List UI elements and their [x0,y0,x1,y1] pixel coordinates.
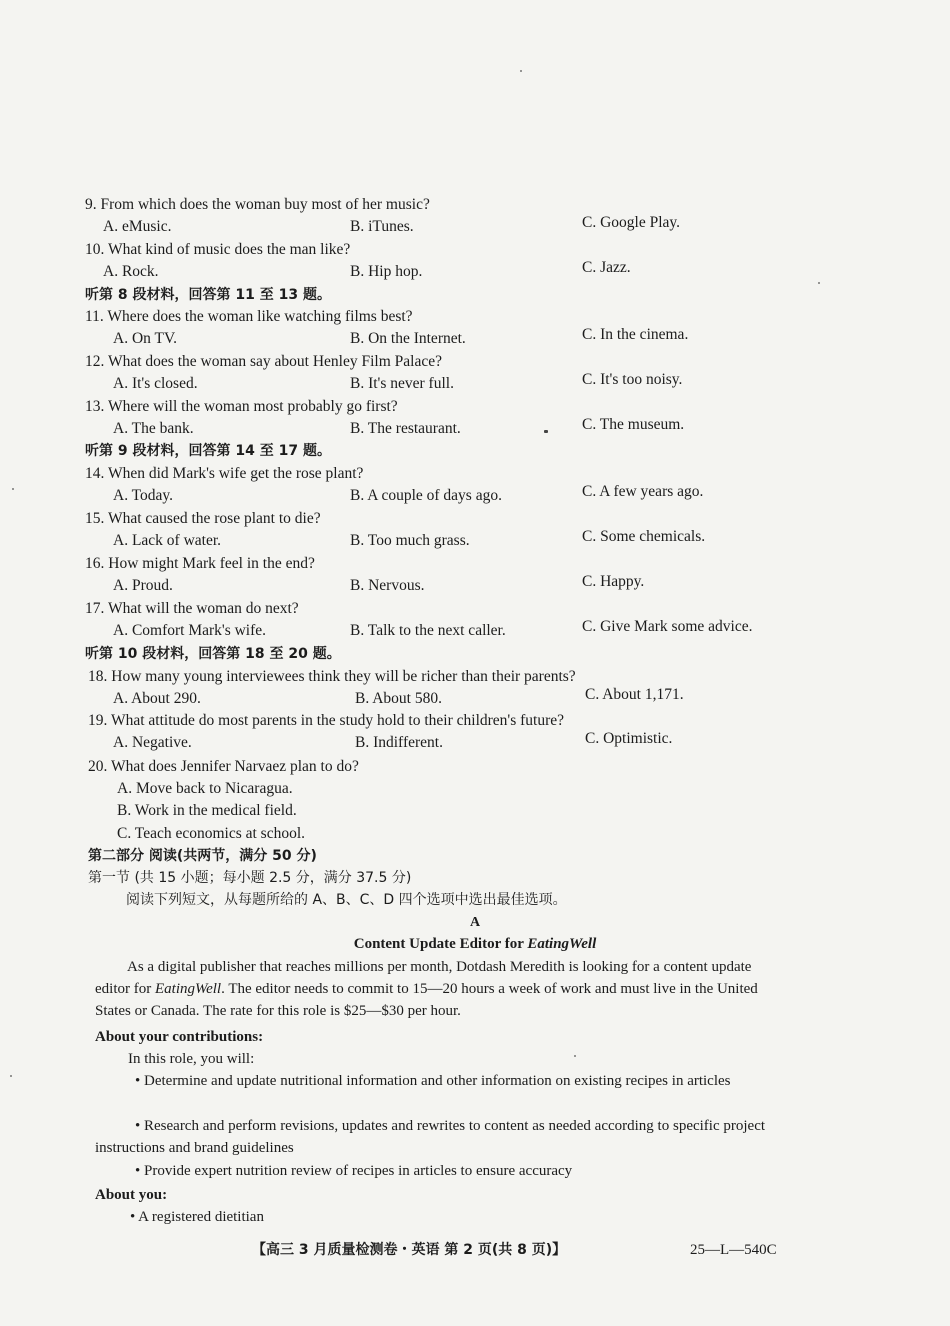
question-stem: 10. What kind of music does the man like? [85,241,351,258]
passage-title [0,934,950,954]
question-option-c: C. About 1,171. [585,686,684,703]
question-option-b: B. Nervous. [350,577,425,594]
scan-speck [544,430,548,433]
passage-title-prefix: Content Update Editor for [353,936,528,952]
question-option-a: A. On TV. [113,330,178,347]
paragraph-1-part-a: As a digital publisher that reaches millions per month, Dotdash Meredith is looking for a content update editor for [95,959,752,997]
contribution-bullet-1: • Determine and update nutritional information and other information on existing recipes in articles [135,1073,731,1089]
question-option-a: A. Comfort Mark's wife. [113,622,267,639]
question-option-b: B. Hip hop. [350,263,423,280]
part2-instruction: 阅读下列短文，从每题所给的 A、B、C、D 四个选项中选出最佳选项。 [126,892,567,908]
question-option-c: C. Some chemicals. [582,528,706,545]
question-option-c: C. A few years ago. [582,483,704,500]
question-option-c: C. The museum. [582,416,685,433]
question-20-option-b: B. Work in the medical field. [117,802,297,819]
page-footer-label: 【高三 3 月质量检测卷・英语 第 2 页(共 8 页)】 [252,1242,567,1258]
passage-paragraph-1 [95,956,790,1022]
question-20-option-a: A. Move back to Nicaragua. [117,780,293,797]
question-option-b: B. About 580. [355,690,442,707]
contribution-bullet-3: • Provide expert nutrition review of recipes in articles to ensure accuracy [135,1163,573,1179]
listening-header-10: 听第 10 段材料，回答第 18 至 20 题。 [85,646,341,662]
question-option-b: B. The restaurant. [350,420,461,437]
question-option-b: B. Too much grass. [350,532,470,549]
question-stem: 17. What will the woman do next? [85,600,299,617]
question-option-b: B. iTunes. [350,218,414,235]
passage-letter: A [469,915,481,930]
question-option-c: C. Happy. [582,573,645,590]
question-20-stem: 20. What does Jennifer Narvaez plan to do? [88,758,359,775]
contributions-intro: In this role, you will: [128,1051,255,1067]
paragraph-1-part-b: . The editor needs to commit to 15—20 hours a week of work and must live in the United States or Canada. The rate for this role is $25—$30 per hour. [95,981,758,1019]
question-option-c: C. Optimistic. [585,730,673,747]
question-option-c: C. It's too noisy. [582,371,683,388]
question-option-b: B. A couple of days ago. [350,487,502,504]
question-stem: 14. When did Mark's wife get the rose plant? [85,465,364,482]
question-stem: 18. How many young interviewees think they will be richer than their parents? [88,668,576,685]
question-option-a: A. Negative. [113,734,192,751]
question-option-c: C. Give Mark some advice. [582,618,753,635]
question-option-a: A. The bank. [113,420,194,437]
scan-speck [10,1075,12,1077]
question-option-a: A. eMusic. [103,218,172,235]
about-you-heading: About you: [95,1187,168,1203]
scan-speck [574,1055,576,1057]
question-stem: 13. Where will the woman most probably go first? [85,398,398,415]
question-option-a: A. It's closed. [113,375,198,392]
scan-speck [520,70,522,72]
part2-title: 第二部分 阅读(共两节，满分 50 分) [88,848,317,864]
scan-speck [12,488,14,490]
question-option-b: B. It's never full. [350,375,454,392]
question-option-a: A. Rock. [103,263,159,280]
page-footer-code: 25—L—540C [690,1242,777,1258]
question-stem: 11. Where does the woman like watching films best? [85,308,413,325]
question-stem: 16. How might Mark feel in the end? [85,555,315,572]
question-option-a: A. Lack of water. [113,532,222,549]
question-option-c: C. Google Play. [582,214,681,231]
question-stem: 12. What does the woman say about Henley Film Palace? [85,353,442,370]
listening-header-8: 听第 8 段材料，回答第 11 至 13 题。 [85,287,331,303]
scan-speck [818,282,820,284]
question-option-b: B. On the Internet. [350,330,466,347]
question-20-option-c: C. Teach economics at school. [117,825,306,842]
question-option-c: C. Jazz. [582,259,631,276]
question-option-c: C. In the cinema. [582,326,689,343]
contribution-bullet-2: • Research and perform revisions, updates and rewrites to content as needed according to specific project instructions and brand guidelines [95,1118,766,1156]
part2-section1: 第一节 (共 15 小题；每小题 2.5 分，满分 37.5 分) [88,870,412,886]
contributions-heading: About your contributions: [95,1029,264,1045]
question-option-b: B. Indifferent. [355,734,443,751]
question-stem: 9. From which does the woman buy most of her music? [85,196,430,213]
question-option-a: A. About 290. [113,690,201,707]
passage-title-magazine: EatingWell [527,936,597,952]
question-option-a: A. Proud. [113,577,173,594]
listening-header-9: 听第 9 段材料，回答第 14 至 17 题。 [85,443,331,459]
about-you-bullet-1: • A registered dietitian [130,1209,264,1225]
question-option-a: A. Today. [113,487,174,504]
question-stem: 19. What attitude do most parents in the study hold to their children's future? [88,712,565,729]
question-stem: 15. What caused the rose plant to die? [85,510,321,527]
paragraph-1-magazine: EatingWell [154,981,222,997]
question-option-b: B. Talk to the next caller. [350,622,506,639]
